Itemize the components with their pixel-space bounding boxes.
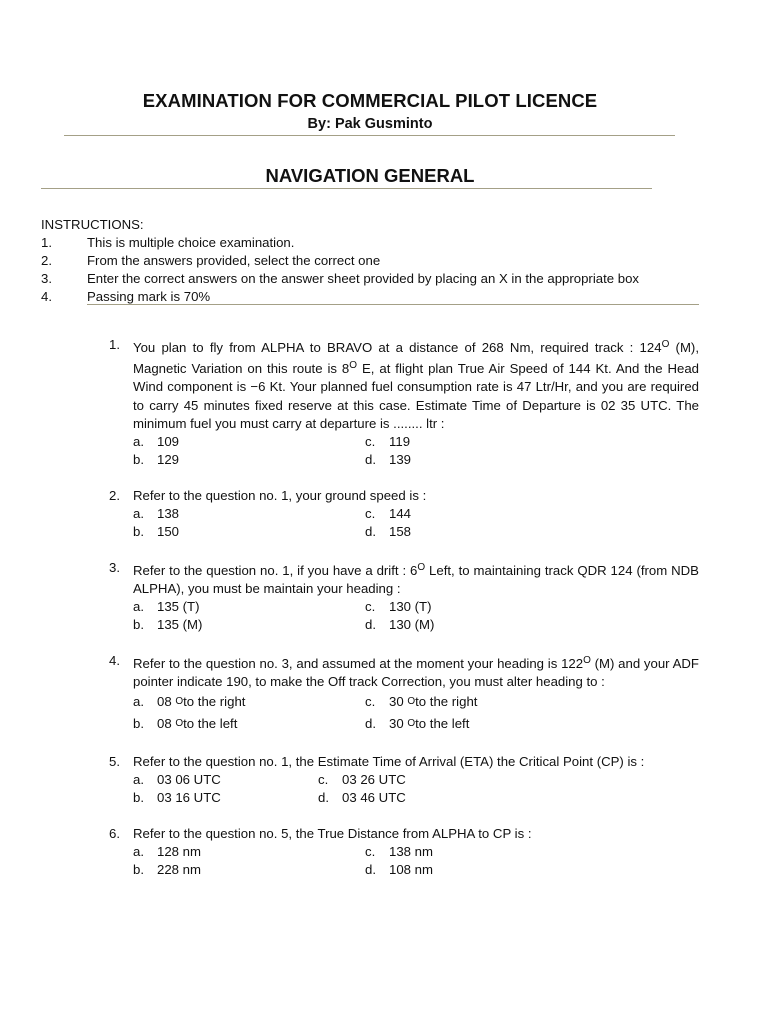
- option-d: d. 03 46 UTC: [318, 790, 406, 806]
- exam-author: By: Pak Gusminto: [307, 116, 433, 132]
- question-text: Refer to the question no. 3, and assumed at the moment your heading is $122^O$ (M) and your ADF pointer indicate 190, to make the Off track Correction, you must alter heading to :: [133, 655, 699, 690]
- option-a: a. 109: [133, 434, 180, 450]
- exam-title: EXAMINATION FOR COMMERCIAL PILOT LICENCE: [142, 90, 598, 111]
- question-text: You plan to fly from ALPHA to BRAVO at a distance of 268 Nm, required track : $124^O$ (M), Magnetic Variation on this route is $8^O$ E, at flight plan True Air Speed of 144 Kt. And the Head Wind component is −6 Kt. Your planned fuel consumption rate is 47 Ltr/Hr, and you are required to carry 45 minutes fixed reserve at this case. Estimate Time of Departure is 02 35 UTC. The minimum fuel you must carry at departure is ........ ltr :: [133, 339, 699, 431]
- option-a: a. 135 (T): [133, 599, 200, 615]
- answer-options: [133, 598, 699, 634]
- question-3: [109, 559, 699, 634]
- question-number: 2.: [109, 488, 120, 504]
- instruction-number: 4.: [41, 289, 52, 304]
- answer-options: [133, 691, 699, 735]
- instruction-item: [41, 234, 701, 252]
- question-text: Refer to the question no. 1, the Estimate Time of Arrival (ETA) the Critical Point (CP) is :: [133, 754, 645, 770]
- degree-symbol: O: [583, 655, 591, 667]
- answer-options: [133, 843, 699, 879]
- option-d: d. 139: [365, 452, 412, 468]
- option-d: d. 130 (M): [365, 617, 435, 633]
- option-b: b. 03 16 UTC: [133, 790, 221, 806]
- option-b: b. 129: [133, 452, 180, 468]
- question-number: 5.: [109, 754, 120, 770]
- instruction-text: Enter the correct answers on the answer sheet provided by placing an X in the appropriate box: [87, 271, 640, 286]
- option-c: c. 119: [365, 434, 411, 450]
- instructions-heading: INSTRUCTIONS:: [41, 217, 144, 232]
- question-1: [109, 336, 699, 469]
- instruction-number: 2.: [41, 253, 52, 268]
- question-number: 6.: [109, 826, 120, 842]
- instruction-text: From the answers provided, select the correct one: [87, 253, 381, 268]
- option-c: c. 130 (T): [365, 599, 432, 615]
- answer-options: [133, 433, 699, 469]
- degree-symbol: O: [661, 339, 670, 350]
- question-number: 3.: [109, 560, 120, 576]
- instruction-item: [41, 252, 701, 270]
- answer-options: [133, 771, 699, 807]
- option-c: c. 30 O to the right: [365, 694, 478, 710]
- option-c: c. 138 nm: [365, 844, 433, 860]
- option-a: a. 08 O to the right: [133, 694, 246, 710]
- question-text: Refer to the question no. 1, if you have a drift : $6^O$ Left, to maintaining track QDR 124 (from NDB ALPHA), you must be maintain your heading :: [133, 562, 699, 597]
- option-d: d. 30 O to the left: [365, 716, 470, 732]
- question-5: [109, 753, 699, 807]
- option-c: c. 03 26 UTC: [318, 772, 406, 788]
- instruction-number: 3.: [41, 271, 52, 286]
- instruction-item: [41, 270, 701, 288]
- question-number: 1.: [109, 337, 120, 352]
- instruction-text: Passing mark is 70%: [87, 289, 211, 304]
- option-d: d. 158: [365, 524, 412, 540]
- option-a: a. 03 06 UTC: [133, 772, 221, 788]
- question-text: Refer to the question no. 5, the True Distance from ALPHA to CP is :: [133, 826, 532, 842]
- degree-symbol: O: [349, 360, 358, 372]
- question-number: 4.: [109, 653, 120, 669]
- question-6: [109, 825, 699, 879]
- instruction-text: This is multiple choice examination.: [87, 235, 295, 250]
- option-d: d. 108 nm: [365, 862, 433, 878]
- subject-divider: [41, 188, 652, 189]
- question-list: [109, 336, 699, 897]
- option-b: b. 228 nm: [133, 862, 201, 878]
- question-text: Refer to the question no. 1, your ground speed is :: [133, 488, 427, 504]
- option-b: b. 135 (M): [133, 617, 203, 633]
- header-divider: [64, 135, 675, 136]
- subject-title: NAVIGATION GENERAL: [265, 165, 475, 186]
- option-b: b. 08 O to the left: [133, 716, 238, 732]
- degree-symbol: O: [417, 562, 426, 574]
- answer-options: [133, 505, 699, 541]
- option-b: b. 150: [133, 524, 180, 540]
- question-2: [109, 487, 699, 541]
- option-a: a. 138: [133, 506, 180, 522]
- instructions-block: [41, 216, 701, 306]
- option-a: a. 128 nm: [133, 844, 201, 860]
- instructions-divider: [87, 304, 699, 305]
- instruction-number: 1.: [41, 235, 52, 250]
- option-c: c. 144: [365, 506, 412, 522]
- question-4: [109, 652, 699, 735]
